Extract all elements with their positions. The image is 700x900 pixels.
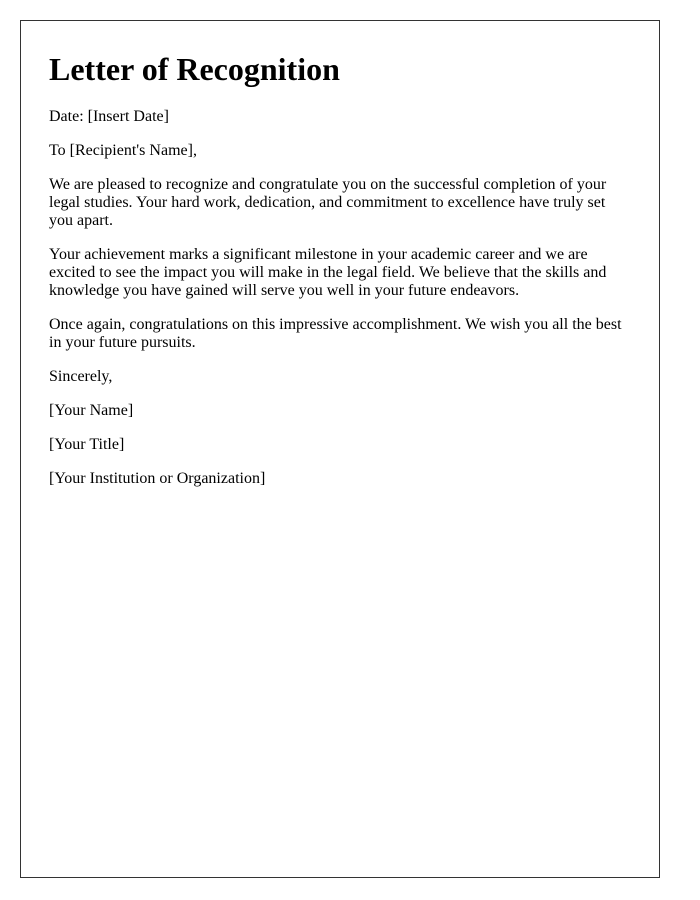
signer-organization: [Your Institution or Organization] (49, 469, 266, 487)
letter-page (20, 20, 660, 878)
closing: Sincerely, (49, 367, 113, 385)
signer-title: [Your Title] (49, 435, 125, 453)
letter-title: Letter of Recognition (49, 51, 340, 87)
signer-name: [Your Name] (49, 401, 134, 419)
body-paragraph-1: We are pleased to recognize and congratulate you on the successful completion of your legal studies. Your hard work, dedication, and commitment to excellence have truly set you apart. (49, 175, 607, 229)
body-paragraph-2: Your achievement marks a significant milestone in your academic career and we are excited to see the impact you will make in the legal field. We believe that the skills and knowledge you have gained will serve you well in your future endeavors. (49, 245, 607, 299)
body-paragraph-3: Once again, congratulations on this impressive accomplishment. We wish you all the best in your future pursuits. (49, 315, 622, 351)
salutation: To [Recipient's Name], (49, 141, 197, 159)
date-line: Date: [Insert Date] (49, 107, 169, 125)
